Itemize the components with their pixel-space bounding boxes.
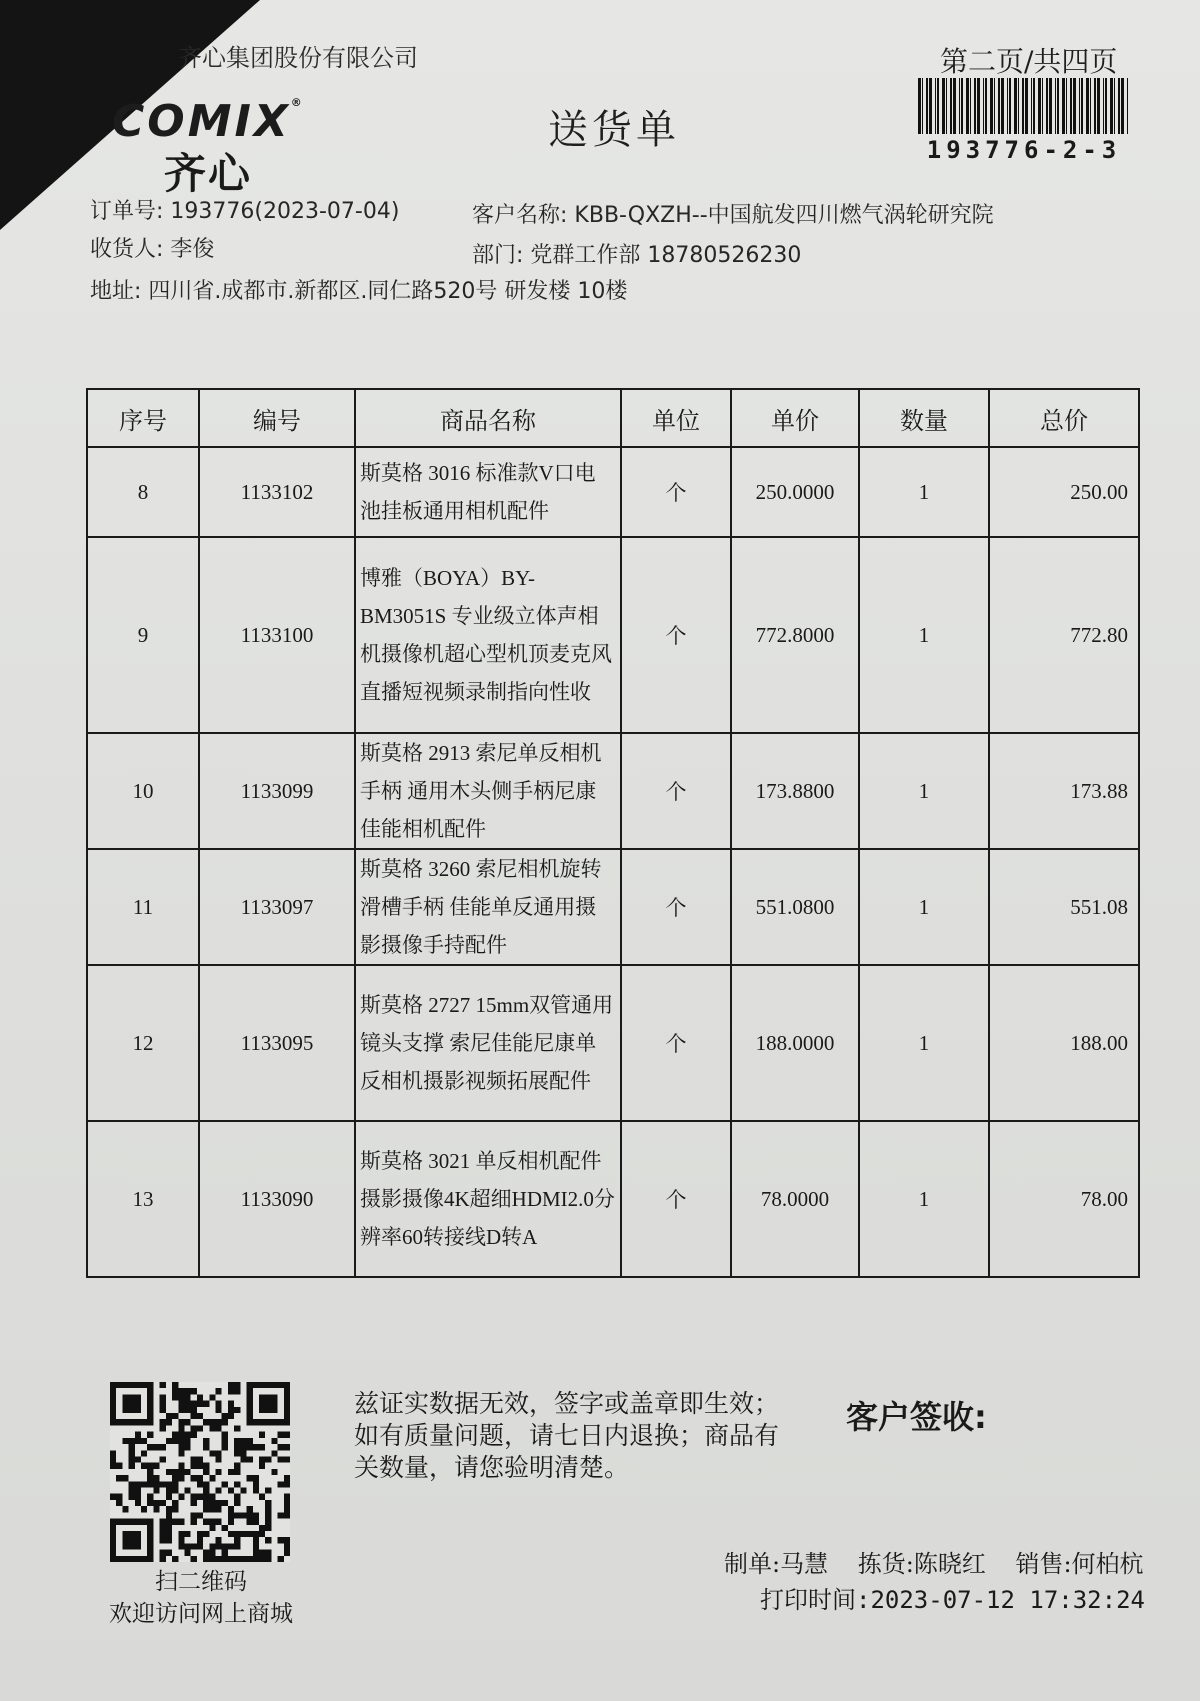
table-row <box>87 447 1139 537</box>
header-unit: 单位 <box>621 389 731 447</box>
cell-seq: 8 <box>87 447 199 537</box>
cell-code: 1133102 <box>199 447 355 537</box>
qr-caption-scan: 扫二维码 <box>155 1569 247 1595</box>
header-seq: 序号 <box>87 389 199 447</box>
cell-unit: 个 <box>621 1121 731 1277</box>
cell-unit-price: 250.0000 <box>731 447 859 537</box>
barcode <box>918 78 1130 134</box>
cell-unit-price: 78.0000 <box>731 1121 859 1277</box>
cell-total: 188.00 <box>989 965 1139 1121</box>
table-row <box>87 733 1139 849</box>
cell-quantity: 1 <box>859 537 989 733</box>
receiver-value: 李俊 <box>170 237 215 262</box>
customer-label: 客户名称: <box>472 203 568 228</box>
department-field <box>472 238 801 269</box>
cell-total: 772.80 <box>989 537 1139 733</box>
table-row <box>87 1121 1139 1277</box>
cell-quantity: 1 <box>859 733 989 849</box>
qr-code[interactable] <box>110 1382 290 1562</box>
cell-seq: 12 <box>87 965 199 1121</box>
cell-product-name: 斯莫格 3260 索尼相机旋转滑槽手柄 佳能单反通用摄影摄像手持配件 <box>355 849 621 965</box>
cell-unit-price: 173.8800 <box>731 733 859 849</box>
department-label: 部门: <box>472 243 524 268</box>
document-title: 送货单 <box>548 107 680 153</box>
order-number-value: 193776(2023-07-04) <box>170 199 400 224</box>
customer-value: KBB-QXZH--中国航发四川燃气涡轮研究院 <box>574 203 994 228</box>
qr-caption <box>92 1566 310 1630</box>
cell-total: 173.88 <box>989 733 1139 849</box>
cell-unit: 个 <box>621 965 731 1121</box>
address-value: 四川省.成都市.新都区.同仁路520号 研发楼 10楼 <box>148 279 628 304</box>
department-value: 党群工作部 18780526230 <box>530 243 802 268</box>
cell-product-name: 博雅（BOYA）BY-BM3051S 专业级立体声相机摄像机超心型机顶麦克风 直播短视频录制指向性收 <box>355 537 621 733</box>
order-number-label: 订单号: <box>90 199 164 224</box>
table-row <box>87 965 1139 1121</box>
cell-product-name: 斯莫格 2913 索尼单反相机手柄 通用木头侧手柄尼康佳能相机配件 <box>355 733 621 849</box>
receiver-label: 收货人: <box>90 237 164 262</box>
page-info: 第二页/共四页 <box>940 45 1118 78</box>
barcode-number: 193776-2-3 <box>926 136 1122 164</box>
address-label: 地址: <box>90 279 142 304</box>
address-field <box>90 274 627 305</box>
picker: 拣货:陈晓红 <box>857 1550 986 1578</box>
header-quantity: 数量 <box>859 389 989 447</box>
comix-logo <box>112 96 305 201</box>
cell-unit: 个 <box>621 447 731 537</box>
cell-code: 1133090 <box>199 1121 355 1277</box>
notice-text: 兹证实数据无效，签字或盖章即生效；如有质量问题，请七日内退换；商品有关数量，请您验明清楚。 <box>354 1389 780 1482</box>
cell-unit: 个 <box>621 849 731 965</box>
cell-product-name: 斯莫格 2727 15mm双管通用镜头支撑 索尼佳能尼康单反相机摄影视频拓展配件 <box>355 965 621 1121</box>
customer-field <box>472 198 994 229</box>
table-header-row <box>87 389 1139 447</box>
cell-quantity: 1 <box>859 965 989 1121</box>
header-product-name: 商品名称 <box>355 389 621 447</box>
cell-unit-price: 188.0000 <box>731 965 859 1121</box>
order-number-field <box>90 194 399 225</box>
header-unit-price: 单价 <box>731 389 859 447</box>
cell-code: 1133095 <box>199 965 355 1121</box>
staff-line <box>724 1544 1166 1579</box>
maker: 制单:马慧 <box>724 1550 829 1578</box>
company-name: 齐心集团股份有限公司 <box>178 44 418 72</box>
logo-en-text: COMIX <box>112 96 291 147</box>
cell-product-name: 斯莫格 3021 单反相机配件摄影摄像4K超细HDMI2.0分辨率60转接线D转A <box>355 1121 621 1277</box>
cell-unit-price: 551.0800 <box>731 849 859 965</box>
receiver-field <box>90 232 214 263</box>
table-row <box>87 537 1139 733</box>
customer-signature-label: 客户签收: <box>846 1398 987 1436</box>
header-code: 编号 <box>199 389 355 447</box>
cell-quantity: 1 <box>859 1121 989 1277</box>
cell-seq: 10 <box>87 733 199 849</box>
print-time: 打印时间:2023-07-12 17:32:24 <box>760 1586 1145 1614</box>
cell-quantity: 1 <box>859 447 989 537</box>
items-table <box>86 388 1140 1278</box>
cell-total: 250.00 <box>989 447 1139 537</box>
logo-english: COMIX® <box>112 96 305 147</box>
table-row <box>87 849 1139 965</box>
cell-total: 551.08 <box>989 849 1139 965</box>
cell-quantity: 1 <box>859 849 989 965</box>
cell-seq: 11 <box>87 849 199 965</box>
cell-unit: 个 <box>621 537 731 733</box>
logo-chinese: 齐心 <box>164 149 253 198</box>
cell-unit: 个 <box>621 733 731 849</box>
cell-code: 1133100 <box>199 537 355 733</box>
cell-total: 78.00 <box>989 1121 1139 1277</box>
cell-seq: 13 <box>87 1121 199 1277</box>
cell-unit-price: 772.8000 <box>731 537 859 733</box>
cell-code: 1133097 <box>199 849 355 965</box>
cell-product-name: 斯莫格 3016 标准款V口电池挂板通用相机配件 <box>355 447 621 537</box>
cell-code: 1133099 <box>199 733 355 849</box>
header-total: 总价 <box>989 389 1139 447</box>
qr-caption-welcome: 欢迎访问网上商城 <box>109 1601 293 1627</box>
sales: 销售:何柏杭 <box>1015 1550 1144 1578</box>
cell-seq: 9 <box>87 537 199 733</box>
